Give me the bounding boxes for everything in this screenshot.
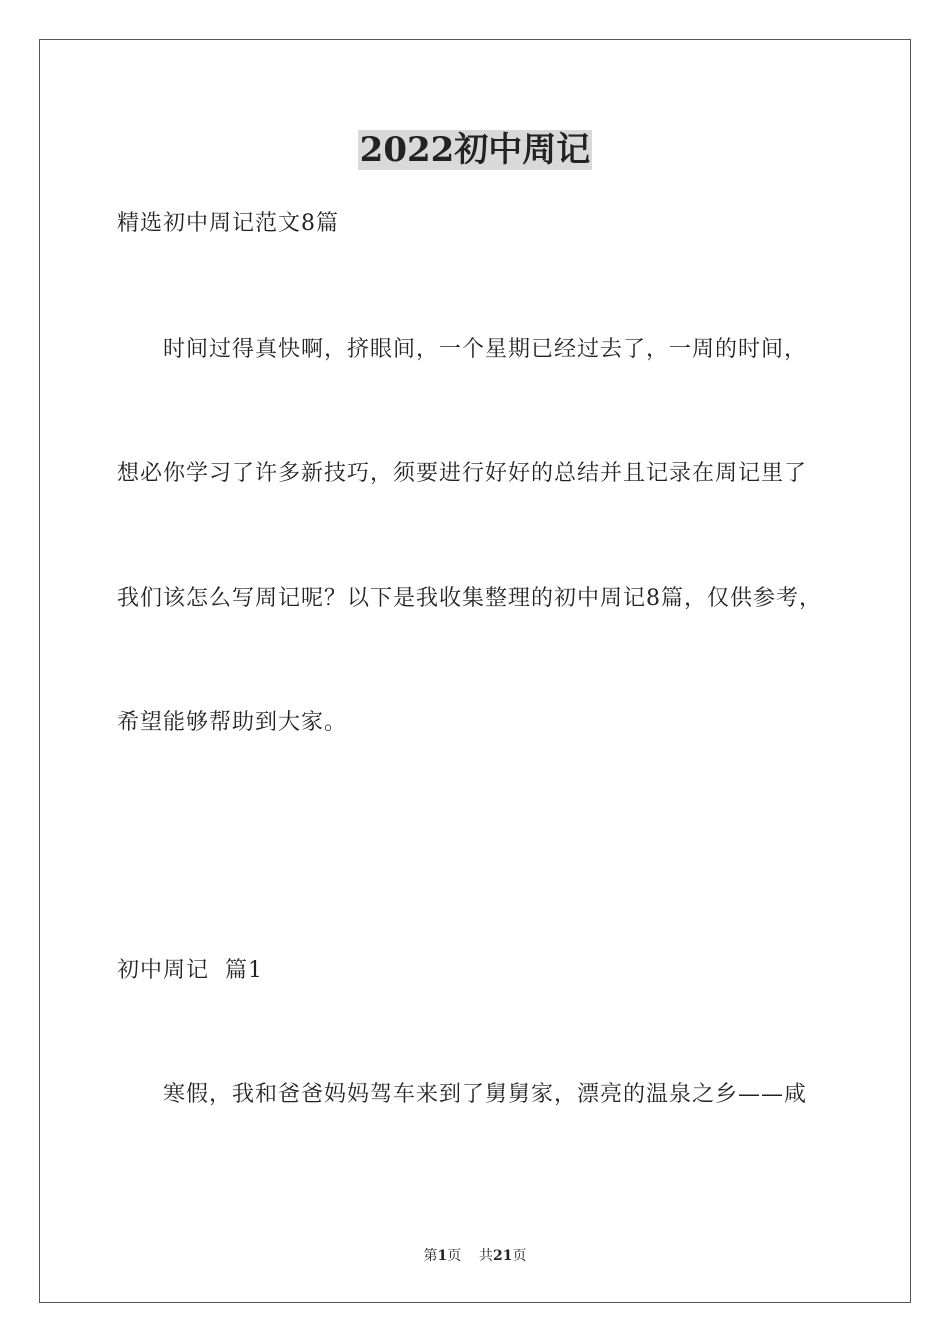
- intro-line: 时间过得真快啊，挤眼间，一个星期已经过去了，一周的时间，: [163, 337, 808, 362]
- page-footer: [0, 1246, 950, 1266]
- document-title-text: 2022初中周记: [359, 130, 591, 170]
- footer-page-suffix: 页: [447, 1248, 462, 1264]
- document-title: [0, 128, 950, 172]
- section-heading: 初中周记 篇1: [117, 958, 263, 983]
- section-line: 寒假，我和爸爸妈妈驾车来到了舅舅家，漂亮的温泉之乡——咸: [163, 1082, 808, 1107]
- intro-line: 想必你学习了许多新技巧，须要进行好好的总结并且记录在周记里了: [117, 461, 808, 486]
- footer-page-number: 1: [437, 1248, 448, 1264]
- footer-total-prefix: 共: [479, 1248, 494, 1264]
- document-subtitle: 精选初中周记范文8篇: [117, 211, 339, 236]
- footer-total-pages: 21: [493, 1248, 513, 1264]
- footer-total-suffix: 页: [512, 1248, 527, 1264]
- footer-page-prefix: 第: [423, 1248, 438, 1264]
- intro-line: 我们该怎么写周记呢？以下是我收集整理的初中周记8篇，仅供参考，: [117, 586, 822, 611]
- intro-line: 希望能够帮助到大家。: [117, 710, 348, 735]
